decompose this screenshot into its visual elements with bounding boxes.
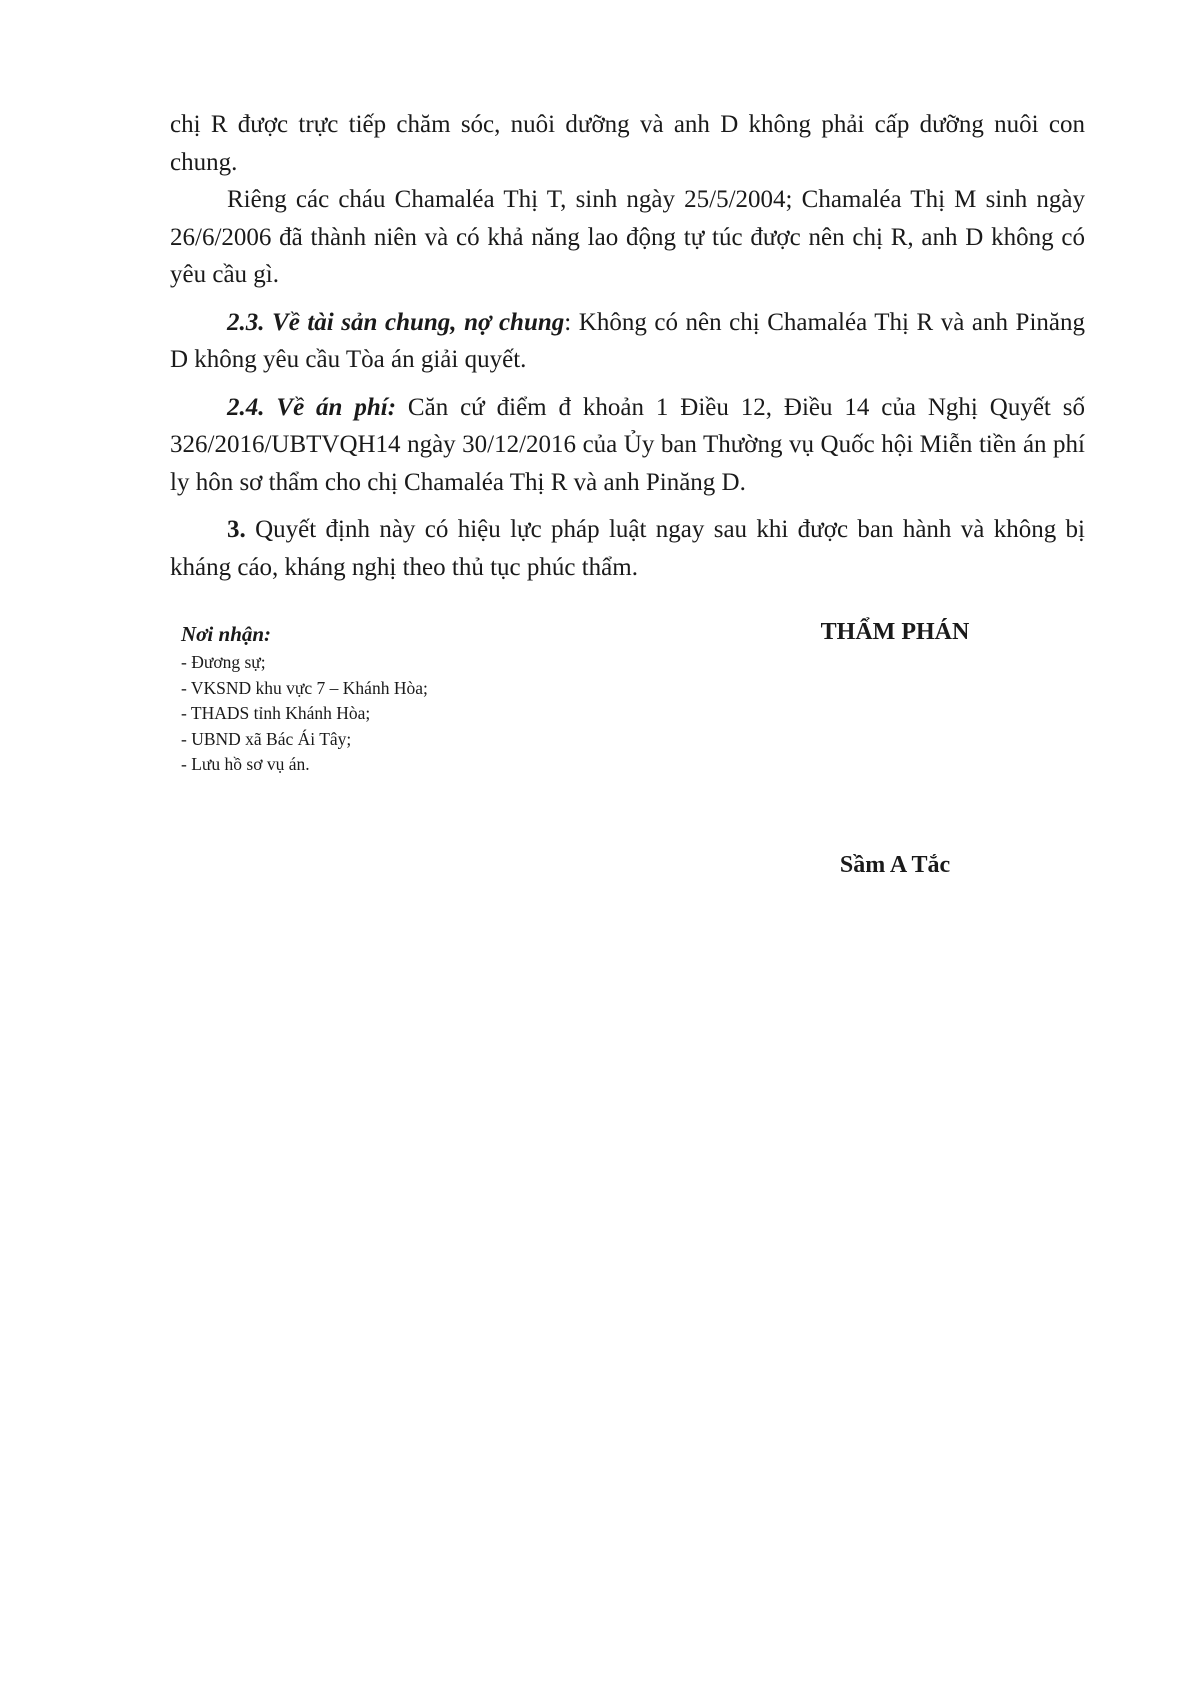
paragraph-custody-text: chị R được trực tiếp chăm sóc, nuôi dưỡng và anh D không phải cấp dưỡng nuôi con chung.: [170, 111, 1085, 176]
paragraph-adult-children: [170, 181, 1085, 294]
signature-title: THẨM PHÁN: [820, 619, 970, 645]
paragraph-effect-text: Quyết định này có hiệu lực pháp luật ngay sau khi được ban hành và không bị kháng cáo, kháng nghị theo thủ tục phúc thẩm.: [170, 516, 1085, 581]
section-number-effect: 3.: [227, 516, 246, 543]
recipient-item: - UBND xã Bác Ái Tây;: [181, 728, 352, 749]
signature-block: [760, 617, 1030, 647]
paragraph-common-property-text: : Không có nên chị Chamaléa Thị R và anh Pinăng D không yêu cầu Tòa án giải quyết.: [170, 308, 1085, 373]
recipients-title: Nơi nhận:: [181, 622, 272, 646]
recipient-item: - Đương sự;: [181, 652, 266, 672]
recipients-block: [181, 620, 601, 778]
recipient-item: - THADS tỉnh Khánh Hòa;: [181, 703, 371, 723]
section-heading-property: 2.3. Về tài sản chung, nợ chung: [227, 308, 565, 336]
recipients-list: [181, 650, 601, 778]
paragraph-effect: [170, 511, 1085, 586]
decision-body: [170, 106, 1085, 586]
recipient-item: - Lưu hồ sơ vụ án.: [181, 754, 310, 774]
recipient-item: - VKSND khu vực 7 – Khánh Hòa;: [181, 677, 428, 698]
signer-name: Sầm A Tắc: [839, 852, 951, 878]
paragraph-court-fee-text: Căn cứ điểm đ khoản 1 Điều 12, Điều 14 của Nghị Quyết số 326/2016/UBTVQH14 ngày 30/12/2016 của Ủy ban Thường vụ Quốc hội Miễn tiền án phí ly hôn sơ thẩm cho chị Chamaléa Thị R và anh Pinăng D.: [170, 393, 1085, 496]
section-heading-court-fee: 2.4. Về án phí:: [227, 393, 397, 421]
paragraph-adult-children-text: Riêng các cháu Chamaléa Thị T, sinh ngày 25/5/2004; Chamaléa Thị M sinh ngày 26/6/2006 đã thành niên và có khả năng lao động tự túc được nên chị R, anh D không có yêu cầu gì.: [170, 186, 1085, 288]
paragraph-custody: [170, 106, 1085, 181]
paragraph-court-fee: [170, 389, 1085, 502]
paragraph-common-property: [170, 304, 1085, 379]
